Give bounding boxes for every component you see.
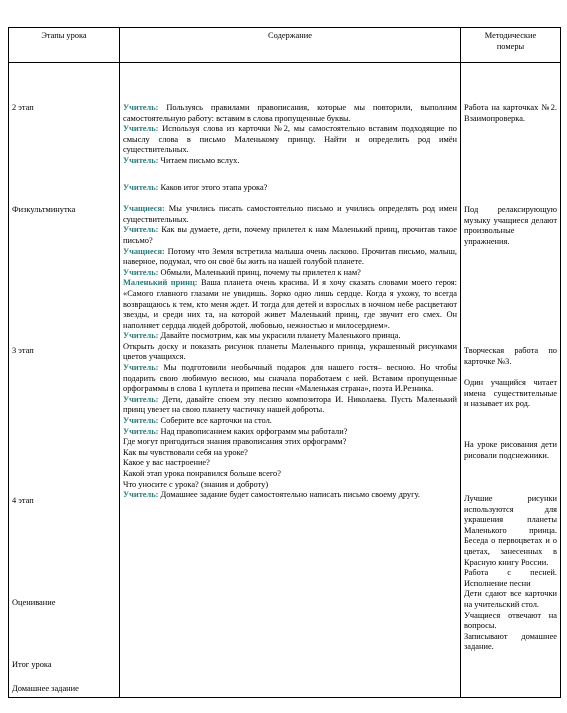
speaker-label: Учитель: xyxy=(123,363,159,373)
paragraph-text: Пользуясь правилами правописания, которые мы повторили, выполним самостоятельную работу: вставим в слова пропущенные буквы. xyxy=(123,103,457,123)
lesson-plan-table xyxy=(8,27,561,698)
header-content: Содержание xyxy=(120,28,461,63)
content-paragraph xyxy=(123,427,457,438)
speaker-label: Учащиеся: xyxy=(123,204,165,214)
speaker-label: Учитель: xyxy=(123,124,159,134)
method-note: Лучшие рисунки используются для украшения планеты Маленького принца. Беседа о первоцветах и о цветах, занесенных в Красную книгу России. xyxy=(464,494,557,567)
content-paragraph xyxy=(123,103,457,124)
method-note: Творческая работа по карточке №3. xyxy=(464,346,557,366)
stage-label: 4 этап xyxy=(12,496,34,505)
content-paragraph xyxy=(123,458,457,469)
stage-label: 2 этап xyxy=(12,103,34,112)
content-paragraph xyxy=(123,331,457,342)
speaker-label: Учитель: xyxy=(123,155,159,165)
paragraph-text: Как вы думаете, дети, почему прилетел к нам Маленький принц, прочитав такое письмо? xyxy=(123,225,457,245)
paragraph-text: Как вы чувствовали себя на уроке? xyxy=(123,447,248,457)
method-note: Записывают домашнее задание. xyxy=(464,631,557,652)
speaker-label: Учитель: xyxy=(123,416,159,426)
paragraph-text: Домашнее задание будет самостоятельно написать письмо своему другу. xyxy=(158,490,420,500)
speaker-label: Учитель: xyxy=(123,267,159,277)
content-paragraph xyxy=(123,183,457,194)
method-note: Работа с песней. Исполнение песни xyxy=(464,568,557,588)
paragraph-text: Соберите все карточки на стол. xyxy=(158,416,272,426)
paragraph-text: Давайте посмотрим, как мы украсили планету Маленького принца. xyxy=(158,331,401,341)
content-paragraph xyxy=(123,490,457,501)
method-note: Учащиеся отвечают на вопросы. xyxy=(464,610,557,631)
paragraph-text: Дети, давайте споем эту песню композитора И. Николаева. Пусть Маленький принц увезет на свою планету частичку нашей доброты. xyxy=(123,394,457,415)
stage-label: 3 этап xyxy=(12,346,34,355)
speaker-label: Учитель: xyxy=(123,225,159,235)
stage-label: Физкультминутка xyxy=(12,205,76,214)
speaker-label: Учащиеся: xyxy=(123,246,165,256)
header-row xyxy=(9,28,561,63)
content-paragraph xyxy=(123,225,457,246)
paragraph-text: Читаем письмо вслух. xyxy=(158,155,240,165)
paragraph-text: Какой этап урока понравился больше всего? xyxy=(123,469,281,478)
content-paragraph xyxy=(123,437,457,448)
method-note: На уроке рисования дети рисовали подснежники. xyxy=(464,440,557,460)
method-note: Дети сдают все карточки на учительский стол. xyxy=(464,589,557,609)
speaker-label: Маленький принц: xyxy=(123,278,198,288)
speaker-label: Учитель: xyxy=(123,394,159,404)
paragraph-text: Что уносите с урока? (знания и доброту) xyxy=(123,479,269,489)
stage-label: Итог урока xyxy=(12,660,52,669)
paragraph-text: Обмыли, Маленький принц, почему ты прилетел к нам? xyxy=(158,267,361,277)
paragraph-text: Открыть доску и показать рисунок планеты Маленького принца, украшенный рисунками цветов учащихся. xyxy=(123,341,457,362)
table-row xyxy=(9,63,561,698)
method-note: Один учащийся читает имена существительные и называет их род. xyxy=(464,378,557,409)
paragraph-text: Где могут пригодиться знания правописания этих орфограмм? xyxy=(123,437,347,447)
stage-label: Оценивание xyxy=(12,598,56,607)
content-paragraph xyxy=(123,448,457,459)
method-note: Работа на карточках №2. Взаимопроверка. xyxy=(464,103,557,123)
content-paragraph xyxy=(123,480,457,491)
paragraph-text: Мы подготовили необычный подарок для нашего гостя– весною. Но чтобы подарить свою любимую весною, мы сначала поработаем с ней. Вставим пропущенные орфограммы в слова 1 куплета и припева песни «Маленькая страна», поэта И.Резника. xyxy=(123,363,457,394)
paragraph-text: Ваша планета очень красива. И я хочу сказать словами моего героя: «Самого главного глазами не увидишь. Зорко одно лишь сердце. Когда я ухожу, то всегда возвращаюсь к тем, кто меня ждет. И тогда для детей и взрослых в ночном небе расцветают звезды, и среди них та, на которой живет Маленький принц, где звучит его смех. Он наполняет сердца людей добротой, любовью, нежностью и милосердием». xyxy=(123,278,457,330)
content-paragraph xyxy=(123,342,457,363)
methods-cell xyxy=(461,63,561,698)
speaker-label: Учитель: xyxy=(123,426,159,436)
paragraph-text: Мы учились писать самостоятельно письмо и учились определять род имен существительных. xyxy=(123,204,457,224)
paragraph-text: Используя слова из карточки №2, мы самостоятельно вставим подходящие по смыслу слова в письмо Маленькому принцу. Найти и определить род имён существительных. xyxy=(123,124,457,155)
stage-label: Домашнее задание xyxy=(12,684,79,693)
content-cell xyxy=(120,63,461,698)
content-paragraph xyxy=(123,278,457,331)
header-methods: Методические померы xyxy=(461,28,561,63)
speaker-label: Учитель: xyxy=(123,490,159,500)
content-paragraph xyxy=(123,156,457,167)
content-paragraph xyxy=(123,247,457,268)
content-paragraph xyxy=(123,416,457,427)
header-stages: Этапы урока xyxy=(9,28,120,63)
content-paragraph xyxy=(123,395,457,416)
speaker-label: Учитель: xyxy=(123,103,159,112)
method-note: Под релаксирующую музыку учащиеся делают произвольные упражнения. xyxy=(464,205,557,246)
paragraph-text: Каков итог этого этапа урока? xyxy=(158,182,268,192)
paragraph-text: Над правописанием каких орфограмм мы работали? xyxy=(158,426,348,436)
speaker-label: Учитель: xyxy=(123,182,159,192)
content-paragraph xyxy=(123,204,457,225)
content-paragraph xyxy=(123,363,457,395)
content-paragraph xyxy=(123,268,457,279)
speaker-label: Учитель: xyxy=(123,331,159,341)
content-paragraph xyxy=(123,124,457,156)
stages-cell xyxy=(9,63,120,698)
content-paragraph xyxy=(123,469,457,480)
paragraph-text: Какое у вас настроение? xyxy=(123,458,210,468)
paragraph-text: Потому что Земля встретила малыша очень ласково. Прочитав письмо, малыш, наверное, подумал, что он своё бы жить на нашей голубой планете. xyxy=(123,246,457,267)
